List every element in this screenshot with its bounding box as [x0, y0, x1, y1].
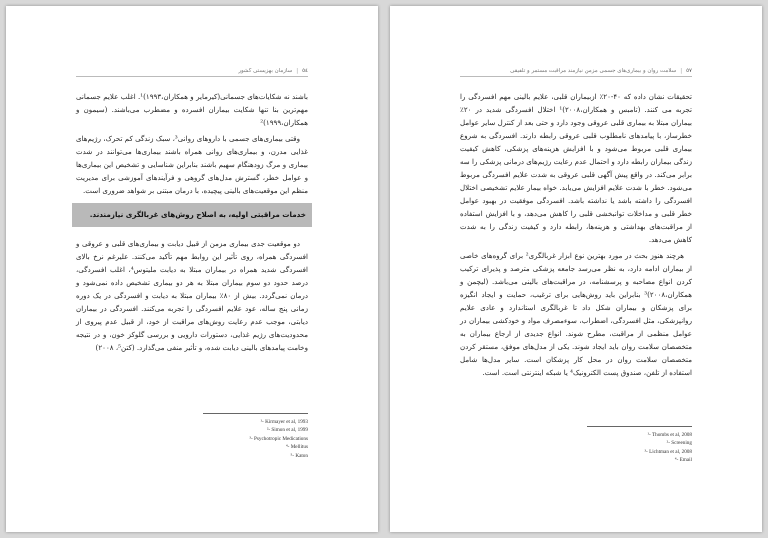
right-page: [390, 6, 762, 532]
footnote-divider: [587, 426, 692, 427]
paragraph: باشند نه شکایات‌های جسمانی(کیرمایر و همکاران،۱۹۹۳)¹. اغلب علایم جسمانی مهم‌ترین بنا تنها شکایت بیماران افسرده و مضطرب می‌باشند. (سیمون و همکاران،۱۹۹۹)²: [76, 92, 308, 127]
paragraph: تحقیقات نشان داده که ۴۰-۲۰٪ ازبیماران قلبی، علایم بالینی مهم افسردگی را تجربه می کنند. (تامبس و همکاران،۲۰۰۸)¹ اختلال افسردگی شدید در ۲۰٪ بیماران مبتلا به بیماری قلبی عروقی وجود دارد و حتی بعد از کنترل سایر عوامل خطرساز، با پیامدهای نامطلوب قلبی عروقی رابطه دارند. افسردگی به شروع بیماری قلبی مربوط می‌شود و با افزایش هزینه‌های پزشکی، کاهش کیفیت زندگی بیماران رابطه دارد و احتمال عدم رعایت رژیم‌های درمانی پزشکی را سه برابر می‌کند. در واقع پیش آگهی قلبی عروقی به شدت علایم افسردگی مربوط می‌شود. خطر با شدت علایم افزایش می‌یابد. خواه بیمار علایم تشخیصی اختلال افسردگی را داشته باشد یا نداشته باشد. افسردگی موفقیت در بهبود عوامل خطر قلبی و مداخلات توانبخشی قلبی را کاهش می‌دهد، و با افزایش استفاده از مراقبت‌های بهداشتی و هزینه‌ها، رابطه دارد و کیفیت زندگی را به شدت کاهش می‌دهد.: [460, 92, 692, 244]
page-number: ٥٤: [302, 68, 308, 74]
footnote: ⁴- Mellitus: [285, 444, 308, 451]
page-number: ٥٧: [686, 68, 692, 74]
footnote: ²- Simon et al, 1999: [266, 427, 308, 434]
footnote-divider: [203, 413, 308, 414]
header-separator: |: [296, 68, 299, 74]
footnotes: [128, 418, 308, 460]
paragraph: وقتی بیماری‌های جسمی با داروهای روانی³، سبک زندگی کم تحرک، رژیم‌های غذایی مدرن، و بیماری‌های روانی همراه باشند بیماری‌ها می‌توانند در شدت بیماری و مرگ زودهنگام سهیم باشند بنابراین شناسایی و تشخیص این بیماری‌ها و عوامل خطر، گسترش مدل‌های گروهی و فرآیندهای آموزشی برای مدیریت منظم این موقعیت‌های بالینی پیچیده، با درمان مبتنی بر شواهد ضروری است.: [76, 134, 308, 195]
footnote: ³- Lichtman et al, 2008: [644, 448, 692, 455]
section-heading: خدمات مراقبتی اولیه، به اصلاح روش‌های غربالگری نیازمندند.: [72, 203, 312, 227]
running-title: سازمان بهزیستی کشور: [238, 68, 293, 74]
footnote: ¹- Kirmayer et al, 1993: [260, 419, 308, 425]
page-header: [460, 68, 692, 77]
paragraph: دو موقعیت جدی بیماری مزمن از قبیل دیابت و بیماری‌های قلبی و عروقی و افسردگی همراه، روی تأثیر این روابط مهم تأکید می‌کنند. علیرغم نرخ بالای افسردگی شدید همراه در بیماران مبتلا به دیابت ملیتوس⁴، اغلب افسردگی، درصد حدود دو سوم بیماران مبتلا به هر دو بیماری تشخیص داده نمی‌شود و درمان نمی‌گردد. بیش از ۸۰٪ بیماران مبتلا به دیابت و افسردگی در یک دوره زمانی پنج ساله، عود علایم افسردگی را تجربه می‌کنند. افسردگی در بیماران دیابتی، موجب عدم رعایت روش‌های مراقبت از خود، از قبیل عدم پیروی از محدودیت‌های رژیم غذایی، دستورات دارویی و بررسی گلوکز خون، و در نتیجه وخامت پیامدهای بالینی دیابت شده، و تأثیر منفی می‌گذارد. (کتن⁵، ۲۰۰۸): [76, 239, 309, 352]
footnote: ⁵- Katon: [290, 452, 308, 459]
footnotes: [512, 431, 692, 465]
left-page: [6, 6, 378, 532]
paragraph: هرچند هنوز بحث در مورد بهترین نوع ابزار غربالگری² برای گروه‌های خاصی از بیماران ادامه دارد، به نظر می‌رسد جامعه پزشکی مترصد و پذیرای ترکیب کردن انواع مصاحبه و پرسشنامه، در مراقبت‌های بالینی می‌باشد. (لیچمن و همکاران،۲۰۰۸)³ بنابراین باید روش‌هایی برای ترغیب، حمایت و ایجاد انگیزه برای پزشکان و بیماران شکل داد تا غربالگری استاندارد و عادی علایم روانپزشکی، مثل افسردگی، اضطراب، سوءمصرف مواد و خودکشی بیماران در عوامل منظمی از مراقبت، مطرح شوند. انواع جدیدی از ارجاع بیماران به متخصصان سلامت روان باید ایجاد شوند. یکی از مدل‌های موفق، مستقر کردن متخصصان سلامت روان در محل کار پزشکان است. سایر مدل‌ها شامل استفاده از تلفن، صندوق پست الکترونیک⁴ یا شبکه اینترنتی است. است.: [460, 251, 692, 377]
footnote: ²- Screening: [666, 440, 692, 447]
header-separator: |: [680, 68, 683, 74]
page-body: [76, 90, 308, 357]
footnote: ⁴- Email: [674, 457, 692, 464]
running-title: سلامت روان و بیماری‌های جسمی مزمن نیازمند مراقبت مستمر و تلفیقی: [510, 68, 677, 74]
page-body: [460, 90, 692, 382]
footnote: ³- Psychotropic Medications: [249, 435, 308, 442]
footnote: ¹- Thombs et al, 2008: [647, 432, 692, 438]
page-header: [76, 68, 308, 77]
